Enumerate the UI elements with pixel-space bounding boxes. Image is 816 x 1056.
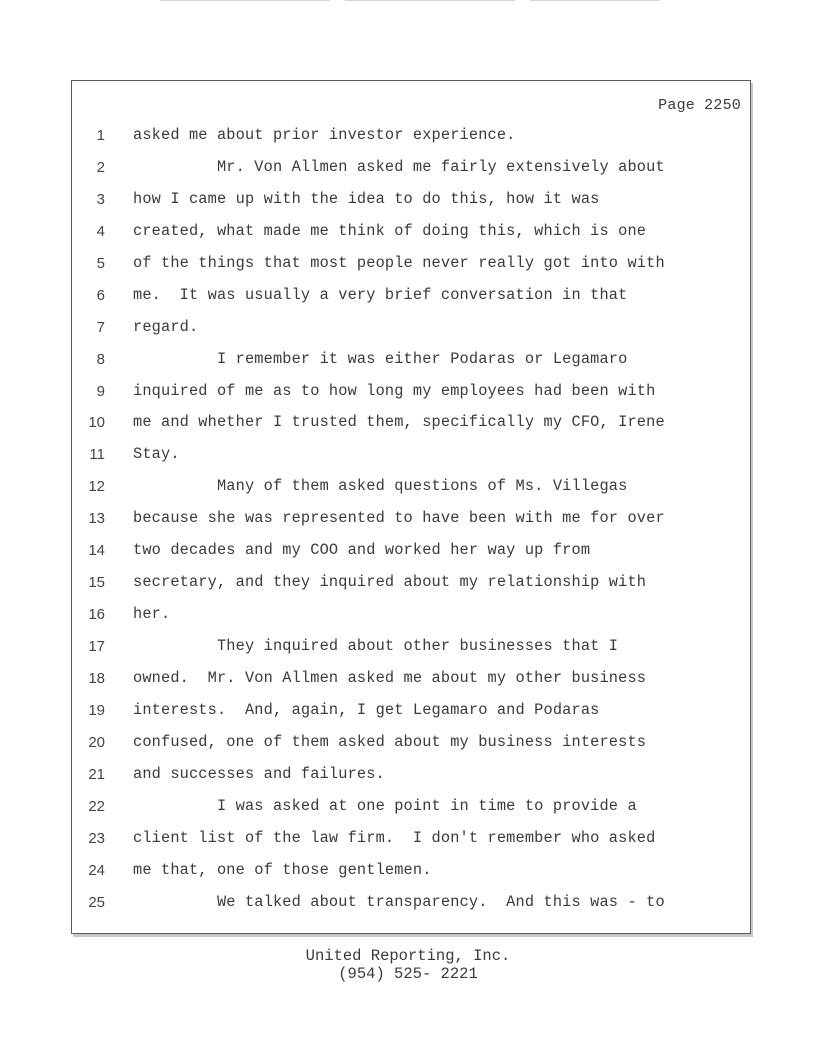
line-text: owned. Mr. Von Allmen asked me about my other business [133, 668, 647, 687]
line-text: secretary, and they inquired about my relationship with [133, 573, 647, 592]
transcript-line [0, 120, 816, 152]
line-number: 1 [96, 127, 105, 144]
scan-artifact-line [160, 0, 330, 1]
transcript-line [0, 791, 816, 823]
line-number: 5 [96, 254, 105, 272]
line-number: 20 [88, 733, 105, 751]
line-number: 21 [88, 765, 105, 783]
line-number: 17 [88, 638, 105, 655]
line-number: 13 [88, 510, 105, 528]
line-number: 19 [88, 701, 105, 719]
transcript-line [0, 695, 816, 727]
line-text: client list of the law firm. I don't remember who asked [133, 828, 656, 847]
transcript-line [0, 823, 816, 855]
line-text: asked me about prior investor experience. [133, 126, 516, 144]
transcript-line [0, 855, 816, 887]
transcript-line [0, 503, 816, 535]
line-text: and successes and failures. [133, 764, 385, 783]
transcript-line [0, 216, 816, 248]
transcript-body [0, 120, 816, 918]
transcript-line [0, 887, 816, 919]
line-number: 11 [89, 446, 105, 464]
line-text: confused, one of them asked about my business interests [133, 732, 647, 751]
line-number: 18 [88, 669, 105, 687]
line-number: 25 [88, 893, 105, 911]
transcript-line [0, 599, 816, 631]
line-number: 8 [96, 350, 105, 368]
line-text: how I came up with the idea to do this, how it was [133, 189, 600, 208]
scan-artifact-line [530, 0, 660, 1]
line-text: We talked about transparency. And this was - to [133, 892, 665, 911]
line-text: her. [133, 605, 171, 624]
line-text: inquired of me as to how long my employees had been with [133, 381, 656, 400]
line-text: regard. [133, 317, 199, 336]
line-number: 6 [96, 286, 105, 304]
footer-phone-number: (954) 525- 2221 [338, 965, 478, 983]
transcript-line [0, 535, 816, 567]
transcript-line [0, 407, 816, 439]
line-text: because she was represented to have been with me for over [133, 509, 665, 528]
line-number: 24 [88, 861, 105, 879]
line-number: 7 [96, 318, 105, 336]
line-text: created, what made me think of doing this, which is one [133, 221, 647, 240]
transcript-line [0, 567, 816, 599]
line-number: 23 [88, 829, 105, 847]
line-text: I remember it was either Podaras or Legamaro [133, 349, 628, 368]
line-number: 9 [96, 382, 105, 400]
line-number: 3 [96, 190, 105, 208]
line-number: 2 [96, 158, 105, 176]
line-text: interests. And, again, I get Legamaro and Podaras [133, 700, 600, 719]
footer-company-name: United Reporting, Inc. [305, 947, 511, 965]
line-number: 12 [88, 478, 105, 496]
line-text: I was asked at one point in time to provide a [133, 796, 637, 815]
transcript-line [0, 344, 816, 376]
transcript-line [0, 312, 816, 344]
line-text: me that, one of those gentlemen. [133, 860, 432, 879]
transcript-line [0, 471, 816, 503]
line-text: Stay. [133, 445, 180, 464]
transcript-line [0, 248, 816, 280]
line-number: 22 [88, 797, 105, 815]
line-text: They inquired about other businesses that I [133, 637, 619, 655]
line-text: Many of them asked questions of Ms. Villegas [133, 477, 628, 496]
line-number: 10 [88, 414, 105, 432]
line-number: 16 [88, 606, 105, 624]
transcript-line [0, 152, 816, 184]
line-text: me and whether I trusted them, specifically my CFO, Irene [133, 413, 665, 432]
transcript-line [0, 280, 816, 312]
line-number: 4 [96, 222, 105, 240]
transcript-line [0, 439, 816, 471]
page-number: Page 2250 [658, 97, 741, 114]
line-number: 14 [88, 542, 105, 560]
scan-artifact-line [345, 0, 515, 1]
line-text: Mr. Von Allmen asked me fairly extensively about [133, 157, 665, 176]
transcript-line [0, 376, 816, 408]
line-text: of the things that most people never really got into with [133, 253, 665, 272]
line-text: two decades and my COO and worked her way up from [133, 541, 591, 560]
transcript-line [0, 184, 816, 216]
line-text: me. It was usually a very brief conversation in that [133, 285, 628, 304]
transcript-line [0, 759, 816, 791]
transcript-line [0, 727, 816, 759]
transcript-line [0, 663, 816, 695]
transcript-line [0, 631, 816, 663]
line-number: 15 [88, 574, 105, 592]
